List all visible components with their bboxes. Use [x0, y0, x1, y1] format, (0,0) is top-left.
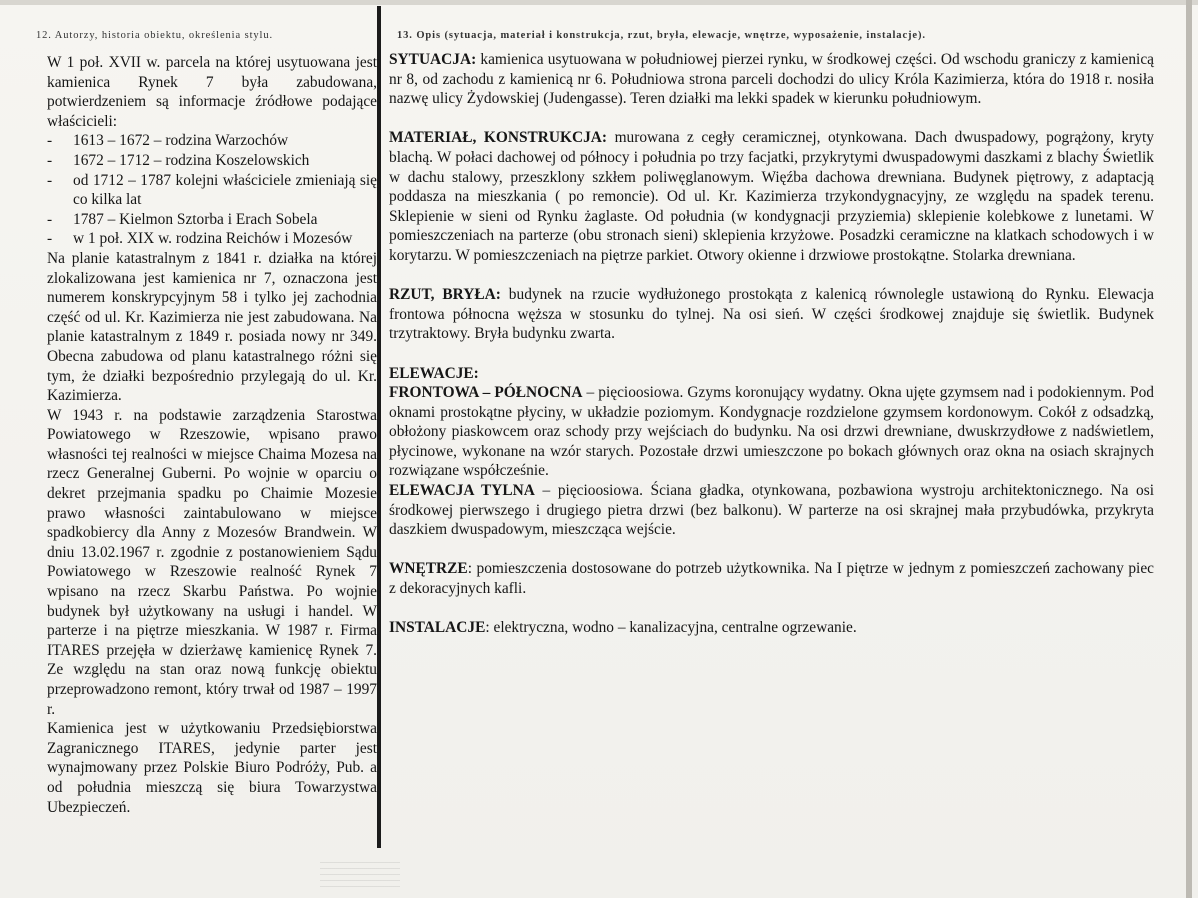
front-elevation-label: FRONTOWA – PÓŁNOCNA [389, 384, 583, 402]
history-intro: W 1 poł. XVII w. parcela na której usytuowana jest kamienica Rynek 7 była zabudowana, potwierdzeniem są informacje źródłowe podające właścicieli: [47, 54, 377, 130]
interior-label: WNĘTRZE [389, 560, 468, 578]
material-label: MATERIAŁ, KONSTRUKCJA: [389, 129, 608, 147]
rear-elevation-label: ELEWACJA TYLNA [389, 482, 535, 500]
section-12-header: 12. Autorzy, historia obiektu, określenia stylu. [36, 30, 274, 41]
owner-item: - 1613 – 1672 – rodzina Warzochów [47, 131, 377, 151]
interior-text: : pomieszczenia dostosowane do potrzeb użytkownika. Na I piętrze w jednym z pomieszczeń zachowany piec z dekoracyjnych kafli. [389, 560, 1154, 598]
installations-text: : elektryczna, wodno – kanalizacyjna, centralne ogrzewanie. [485, 619, 857, 637]
owner-item: - w 1 poł. XIX w. rodzina Reichów i Mozesów [47, 229, 377, 249]
elevations-heading: ELEWACJE: [389, 364, 479, 382]
installations-label: INSTALACJE [389, 619, 486, 637]
owner-item: - 1672 – 1712 – rodzina Koszelowskich [47, 151, 377, 171]
rear-elevation-paragraph [389, 481, 1154, 540]
situation-paragraph [389, 50, 1154, 109]
scan-top-edge [0, 0, 1198, 5]
owner-item: - od 1712 – 1787 kolejni właściciele zmieniają się co kilka lat [47, 171, 377, 210]
plan-label: RZUT, BRYŁA: [389, 286, 501, 304]
rear-elevation-text: – pięcioosiowa. Ściana gładka, otynkowana, pozbawiona wystroju architektonicznego. Na osi środkowej pierwszego i drugiego pietra drzwi (bez balkonu). W parterze na osi skrajnej mała przybudówka, przykryta daszkiem dwuspadowym, mieszcząca wejście. [389, 482, 1154, 539]
front-elevation-text: – pięcioosiowa. Gzyms koronujący wydatny. Okna ujęte gzymsem nad i podokiennym. Pod oknami prostokątne płyciny, w układzie poziomym. Kondygnacje rozdzielone gzymsem kordonowym. Cokół z odsadzką, obłożony piaskowcem oraz schody przy wejściach do budynku. Na osi drzwi drewniane, dwuskrzydłowe z nadświetlem, płycinowe, wykonane na wzór starych. Pozostałe drzwi umieszczone po bokach głównych oraz okna na osiach skrajnych rozwiązane współcześnie. [389, 384, 1154, 480]
history-cadastral-paragraph: Na planie katastralnym z 1841 r. działka na której zlokalizowana jest kamienica nr 7, oznaczona jest numerem konskrypcyjnym 58 i tylko jej zachodnia część od ul. Kr. Kazimierza nie jest zabudowana. Na planie katastralnym z 1849 r. posiada nowy nr 349. Obecna zabudowa od planu katastralnego różni się tym, że działki bezpośrednio przylegają do ul. Kr. Kazimierza. [47, 249, 377, 405]
front-elevation-paragraph [389, 383, 1154, 481]
situation-label: SYTUACJA: [389, 51, 477, 68]
owner-item: - 1787 – Kielmon Sztorba i Erach Sobela [47, 210, 377, 230]
history-current-use-paragraph: Kamienica jest w użytkowaniu Przedsiębiorstwa Zagranicznego ITARES, jedynie parter jest wynajmowany przez Polskie Biuro Podróży, Pub. a od południa mieszczą się biura Towarzystwa Ubezpieczeń. [47, 720, 377, 816]
plan-text: budynek na rzucie wydłużonego prostokąta z kalenicą równolegle ustawioną do Rynku. Elewacja frontowa północna węższa w stosunku do tylnej. Na osi sień. W części środkowej znajduje się świetlik. Budynek trzytraktowy. Bryła budynku zwarta. [389, 286, 1154, 343]
installations-paragraph [389, 618, 1154, 638]
interior-paragraph [389, 559, 1154, 598]
history-column [47, 53, 377, 817]
faint-bleedthrough [320, 862, 400, 892]
material-paragraph [389, 128, 1154, 265]
scan-right-edge [1186, 0, 1192, 898]
description-column [389, 50, 1154, 638]
section-13-header: 13. Opis (sytuacja, materiał i konstrukcja, rzut, bryła, elewacje, wnętrze, wyposażenie, instalacje). [397, 30, 926, 41]
history-ownership-paragraph: W 1943 r. na podstawie zarządzenia Starostwa Powiatowego w Rzeszowie, wpisano prawo własności tej realności w miejsce Chaima Mozesa na rzecz Generalnej Guberni. Po wojnie w oparciu o dekret przejmania spadku po Chaimie Mozesie prawo własności zaintabulowano w miejsce spadkobiercy dla Anny z Mozesów Brandwein. W dniu 13.02.1967 r. zgodnie z postanowieniem Sądu Powiatowego w Rzeszowie realność Rynek 7 wpisano na rzecz Skarbu Państwa. Po wojnie budynek był użytkowany na usługi i handel. W parterze i na piętrze mieszkania. W 1987 r. Firma ITARES przejęła w dzierżawę kamienicę Rynek 7. Ze względu na stan oraz nową funkcję obiektu przeprowadzono remont, który trwał od 1987 – 1997 r. [47, 406, 377, 718]
plan-paragraph [389, 285, 1154, 344]
column-divider [377, 6, 381, 848]
owners-list [47, 131, 377, 249]
situation-text: kamienica usytuowana w południowej pierzei rynku, w środkowej części. Od wschodu graniczy z kamienicą nr 8, od zachodu z kamienicą nr 6. Południowa strona parceli dochodzi do ulicy Króla Kazimierza, która do 1918 r. nosiła nazwę ulicy Żydowskiej (Judengasse). Teren działki ma lekki spadek w kierunku południowym. [389, 51, 1154, 108]
material-text: murowana z cegły ceramicznej, otynkowana. Dach dwuspadowy, pogrążony, kryty blachą. W połaci dachowej od północy i południa po trzy facjatki, przykrytymi dwuspadowymi daszkami z blachy Świetlik w dachu stalowy, przeszklony szkłem poliwęglanowym. Więźba dachowa drewniana. Budynek piętrowy, z adaptacją poddasza na mieszkania ( po remoncie). Od ul. Kr. Kazimierza trzykondygnacyjny, ze względu na spadek terenu. Sklepienie w sieni od Rynku żaglaste. Od południa (w kondygnacji przyziemia) sklepienie kolebkowe z lunetami. W pomieszczeniach na parterze (obu stronach sieni) sklepienia krzyżowe. Posadzki ceramiczne na klatkach schodowych i w korytarzu. W pomieszczeniach na piętrze parkiet. Otwory okienne i drzwiowe prostokątne. Stolarka drewniana. [389, 129, 1154, 264]
